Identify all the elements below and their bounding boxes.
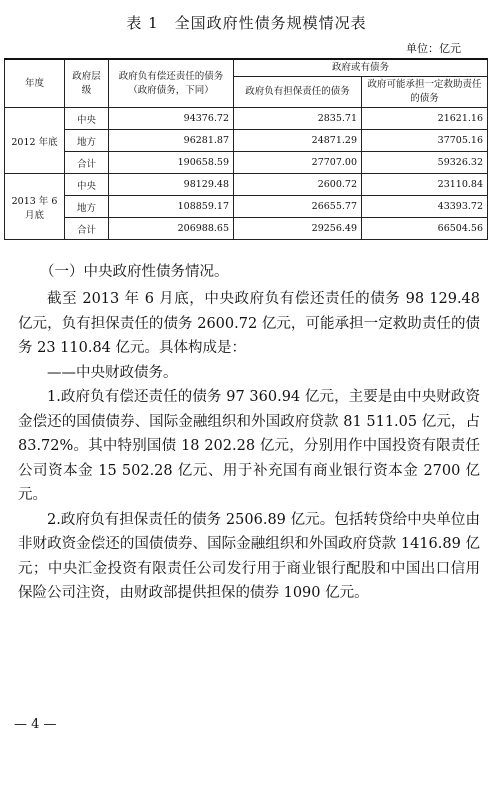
- rescue-cell: 43393.72: [362, 196, 488, 218]
- guarantee-cell: 24871.29: [234, 130, 362, 152]
- guarantee-cell: 2835.71: [234, 108, 362, 130]
- table-row: [5, 174, 488, 196]
- table-title: 表 1 全国政府性债务规模情况表: [126, 14, 367, 32]
- direct-cell: 94376.72: [109, 108, 234, 130]
- rescue-cell: 37705.16: [362, 130, 488, 152]
- level-cell: 中央: [65, 174, 109, 196]
- level-cell: 合计: [65, 152, 109, 174]
- header-guarantee-debt: 政府负有担保责任的债务: [234, 77, 362, 108]
- year-cell: 2013 年 6 月底: [5, 174, 65, 240]
- direct-cell: 96281.87: [109, 130, 234, 152]
- direct-cell: 190658.59: [109, 152, 234, 174]
- header-rescue-debt: 政府可能承担一定救助责任的债务: [362, 77, 488, 108]
- header-year: 年度: [5, 59, 65, 108]
- rescue-cell: 59326.32: [362, 152, 488, 174]
- rescue-cell: 23110.84: [362, 174, 488, 196]
- unit-label: 单位：亿元: [406, 42, 461, 55]
- body-text: [18, 287, 480, 606]
- table-row: [5, 130, 488, 152]
- rescue-cell: 66504.56: [362, 218, 488, 240]
- table-row: [5, 196, 488, 218]
- header-contingent-debt: 政府或有债务: [234, 59, 488, 77]
- section-heading: （一）中央政府性债务情况。: [40, 264, 229, 280]
- guarantee-cell: 2600.72: [234, 174, 362, 196]
- debt-table: [4, 58, 488, 240]
- header-direct-debt: 政府负有偿还责任的债务（政府债务，下同）: [109, 59, 234, 108]
- level-cell: 中央: [65, 108, 109, 130]
- level-cell: 合计: [65, 218, 109, 240]
- direct-cell: 98129.48: [109, 174, 234, 196]
- table-row: [5, 108, 488, 130]
- rescue-cell: 21621.16: [362, 108, 488, 130]
- guarantee-cell: 29256.49: [234, 218, 362, 240]
- table-row: [5, 218, 488, 240]
- year-cell: 2012 年底: [5, 108, 65, 174]
- direct-cell: 206988.65: [109, 218, 234, 240]
- paragraph: 截至 2013 年 6 月底，中央政府负有偿还责任的债务 98 129.48 亿元，负有担保责任的债务 2600.72 亿元，可能承担一定救助责任的债务 23 110.84 亿元。具体构成是：: [18, 291, 480, 356]
- level-cell: 地方: [65, 196, 109, 218]
- guarantee-cell: 27707.00: [234, 152, 362, 174]
- table-row: [5, 152, 488, 174]
- paragraph: 2.政府负有担保责任的债务 2506.89 亿元。包括转贷给中央单位由非财政资金偿还的国债债券、国际金融组织和外国政府贷款 1416.89 亿元；中央汇金投资有限责任公司发行用于商业银行配股和中国出口信用保险公司注资，由财政部提供担保的债券 1090 亿元。: [18, 511, 480, 601]
- page-number: — 4 —: [14, 717, 57, 732]
- level-cell: 地方: [65, 130, 109, 152]
- paragraph: 1.政府负有偿还责任的债务 97 360.94 亿元，主要是由中央财政资金偿还的国债债券、国际金融组织和外国政府贷款 81 511.05 亿元，占 83.72%。其中特别国债 18 202.28 亿元，分别用作中国投资有限责任公司资本金 15 502.28 亿元、用于补充国有商业银行资本金 2700 亿元。: [18, 389, 480, 503]
- guarantee-cell: 26655.77: [234, 196, 362, 218]
- paragraph: ——中央财政债务。: [47, 364, 178, 381]
- header-level: 政府层级: [65, 59, 109, 108]
- direct-cell: 108859.17: [109, 196, 234, 218]
